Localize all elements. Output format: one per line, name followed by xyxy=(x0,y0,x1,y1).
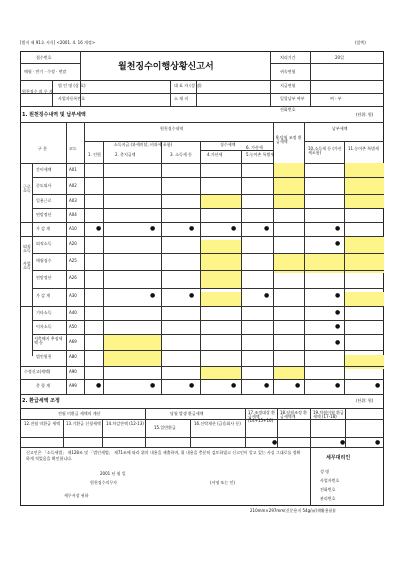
receipt-no-label: 접수번호 xyxy=(36,55,52,60)
row-code: A50 xyxy=(69,324,77,329)
row-label: 중도퇴사 xyxy=(36,183,52,188)
row-code: A26 xyxy=(69,275,77,280)
agent-field-phone: 전화번호 xyxy=(320,487,336,492)
col-4: 4.가산세 xyxy=(207,152,223,157)
h-adj: 9.당월 조정 환급세액 xyxy=(276,135,302,144)
reporter-label: 원천징수의무자 xyxy=(90,480,118,485)
agent-field-name: 성 명 xyxy=(320,469,329,474)
group-labor: 근로소득 xyxy=(23,184,31,193)
office-label: 세무서장 귀하 xyxy=(64,493,89,498)
page-side: (앞쪽) xyxy=(355,40,366,45)
col-17: 17.조정대상 환급세액 (14+15+16) xyxy=(248,410,275,423)
col-6: 6. 가산세 xyxy=(246,145,263,150)
row-code: A30 xyxy=(69,293,77,298)
h-tax: 징수세액 xyxy=(220,142,236,147)
row-label: 연말정산 xyxy=(36,275,52,280)
row-code: A25 xyxy=(69,258,77,263)
row-label: 일용근로 xyxy=(36,198,52,203)
h-payment: 납부세액 xyxy=(332,126,348,131)
col-2: 2. 총지급액 xyxy=(115,152,136,157)
row-label: 매월징수 xyxy=(36,258,52,263)
group-retire: 퇴직소득 xyxy=(23,244,31,253)
row-label: 가 감 계 xyxy=(36,293,51,298)
biz-no-label: 사업자등록번호 xyxy=(58,96,86,101)
paper-size-footer: 210mm×297mm(신문용지 54g/㎡(재활용품)) xyxy=(250,508,336,513)
row-label: 총 합 계 xyxy=(36,383,51,388)
unit-label-2: (단위: 원) xyxy=(356,398,374,403)
col-13: 13.기환급 신청세액 xyxy=(66,421,101,426)
row-code: A20 xyxy=(69,241,77,246)
row-label: 수정신고(세액) xyxy=(24,369,51,374)
group-business: 사업소득 xyxy=(23,261,31,270)
h-withheld: 원천징수내역 xyxy=(160,126,184,131)
form-number: [별지 제 91호 서식] <2001. 4. 16 개정> xyxy=(20,40,96,45)
row-label: 연말정산 xyxy=(36,212,52,217)
process-period-label: 처리기간 xyxy=(280,55,296,60)
declaration-date: 2001 년 월 일 xyxy=(100,471,126,476)
corp-name-label: 법 인 명 (상 호) xyxy=(58,83,86,88)
row-label: 저축해지 추징세액 등 xyxy=(34,336,63,345)
yes-no: 여 · 부 xyxy=(330,96,342,101)
section1-title: 1. 원천징수내역 및 납부세액 xyxy=(22,112,86,118)
row-label: 가 감 계 xyxy=(36,226,51,231)
agent-label: 원천징수 의 무 자 xyxy=(22,89,53,94)
agent-field-biz: 사업자번호 xyxy=(320,478,340,483)
row-code: A69 xyxy=(69,339,77,344)
col-11: 11.농어촌 특별세 xyxy=(348,146,379,151)
target-label: 귀속연월 xyxy=(280,69,296,74)
form-title: 월천징수이행상황신고서 xyxy=(118,62,214,72)
row-label: 퇴직소득 xyxy=(36,241,52,246)
row-code: A99 xyxy=(69,383,77,388)
h-this: 당월 발생 환급세액 xyxy=(170,411,204,416)
col-18: 18.당월조정 환급세액계 xyxy=(280,410,307,419)
row-label: 이자소득 xyxy=(36,324,52,329)
unit-label: (단위: 원) xyxy=(356,112,374,117)
col-15: 15.일반환급 xyxy=(154,425,176,430)
row-label: 기타소득 xyxy=(36,310,52,315)
row-code: A10 xyxy=(69,226,77,231)
tax-agent-label: 세무대리인 xyxy=(326,455,351,461)
home-label: 일괄납부 여부 xyxy=(280,96,305,101)
section2-title: 2. 환급세액 조정 xyxy=(22,398,60,404)
col-16: 16.신탁재산 (금융회사 등) xyxy=(194,421,241,426)
h-income: 소득지급 (과세미달, 비과세 포함) xyxy=(113,142,173,147)
h-code: 코드 xyxy=(69,146,77,151)
col-1: 1. 인원 xyxy=(88,152,101,157)
row-code: A03 xyxy=(69,198,77,203)
rep-label: 대 표 자 (성 명) xyxy=(174,83,202,88)
period-row: 매월 · 반기 · 수정 · 연말 xyxy=(24,69,67,74)
row-label: 간이세액 xyxy=(36,167,52,172)
col-12: 12.전월 미환급 세액 xyxy=(24,421,60,426)
col-14: 14.차감잔액 (12-13) xyxy=(106,421,144,426)
row-code: A02 xyxy=(69,183,77,188)
col-19: 19.차월이월 환급세액 (17-18) xyxy=(313,410,344,419)
h-type: 구 분 xyxy=(38,146,47,151)
address-label: 소 재 지 xyxy=(174,96,189,101)
row-code: A01 xyxy=(69,167,77,172)
col-10: 10.소득세 등 (가산세포함) xyxy=(308,146,342,155)
manage-no-label: 관리번호 xyxy=(320,496,336,501)
row-code: A90 xyxy=(69,369,77,374)
row-code: A04 xyxy=(69,212,77,217)
sign-label: (서명 또는 인) xyxy=(210,480,235,485)
row-code: A80 xyxy=(69,354,77,359)
row-label: 법인원천 xyxy=(36,354,52,359)
col-5: 5.농어촌 특별세 xyxy=(246,152,275,157)
h-prev: 전월 미환급 세액의 계산 xyxy=(58,411,101,416)
phone-label: 전화번호 xyxy=(280,107,296,112)
col-3: 3. 소득세 등 xyxy=(170,152,192,157)
row-code: A40 xyxy=(69,310,77,315)
pay-month-label: 지급연월 xyxy=(280,83,296,88)
declaration-text: 신고인은 「소득세법」 제128조 및 「법인세법」 제71조에 따라 위의 내용을 제출하며, 위 내용을 충분히 검토하였고 신고인이 알고 있는 사실 그대로를 정확하게 적었음을 확인합니다. xyxy=(26,450,301,461)
days-value: 20일 xyxy=(335,55,344,60)
